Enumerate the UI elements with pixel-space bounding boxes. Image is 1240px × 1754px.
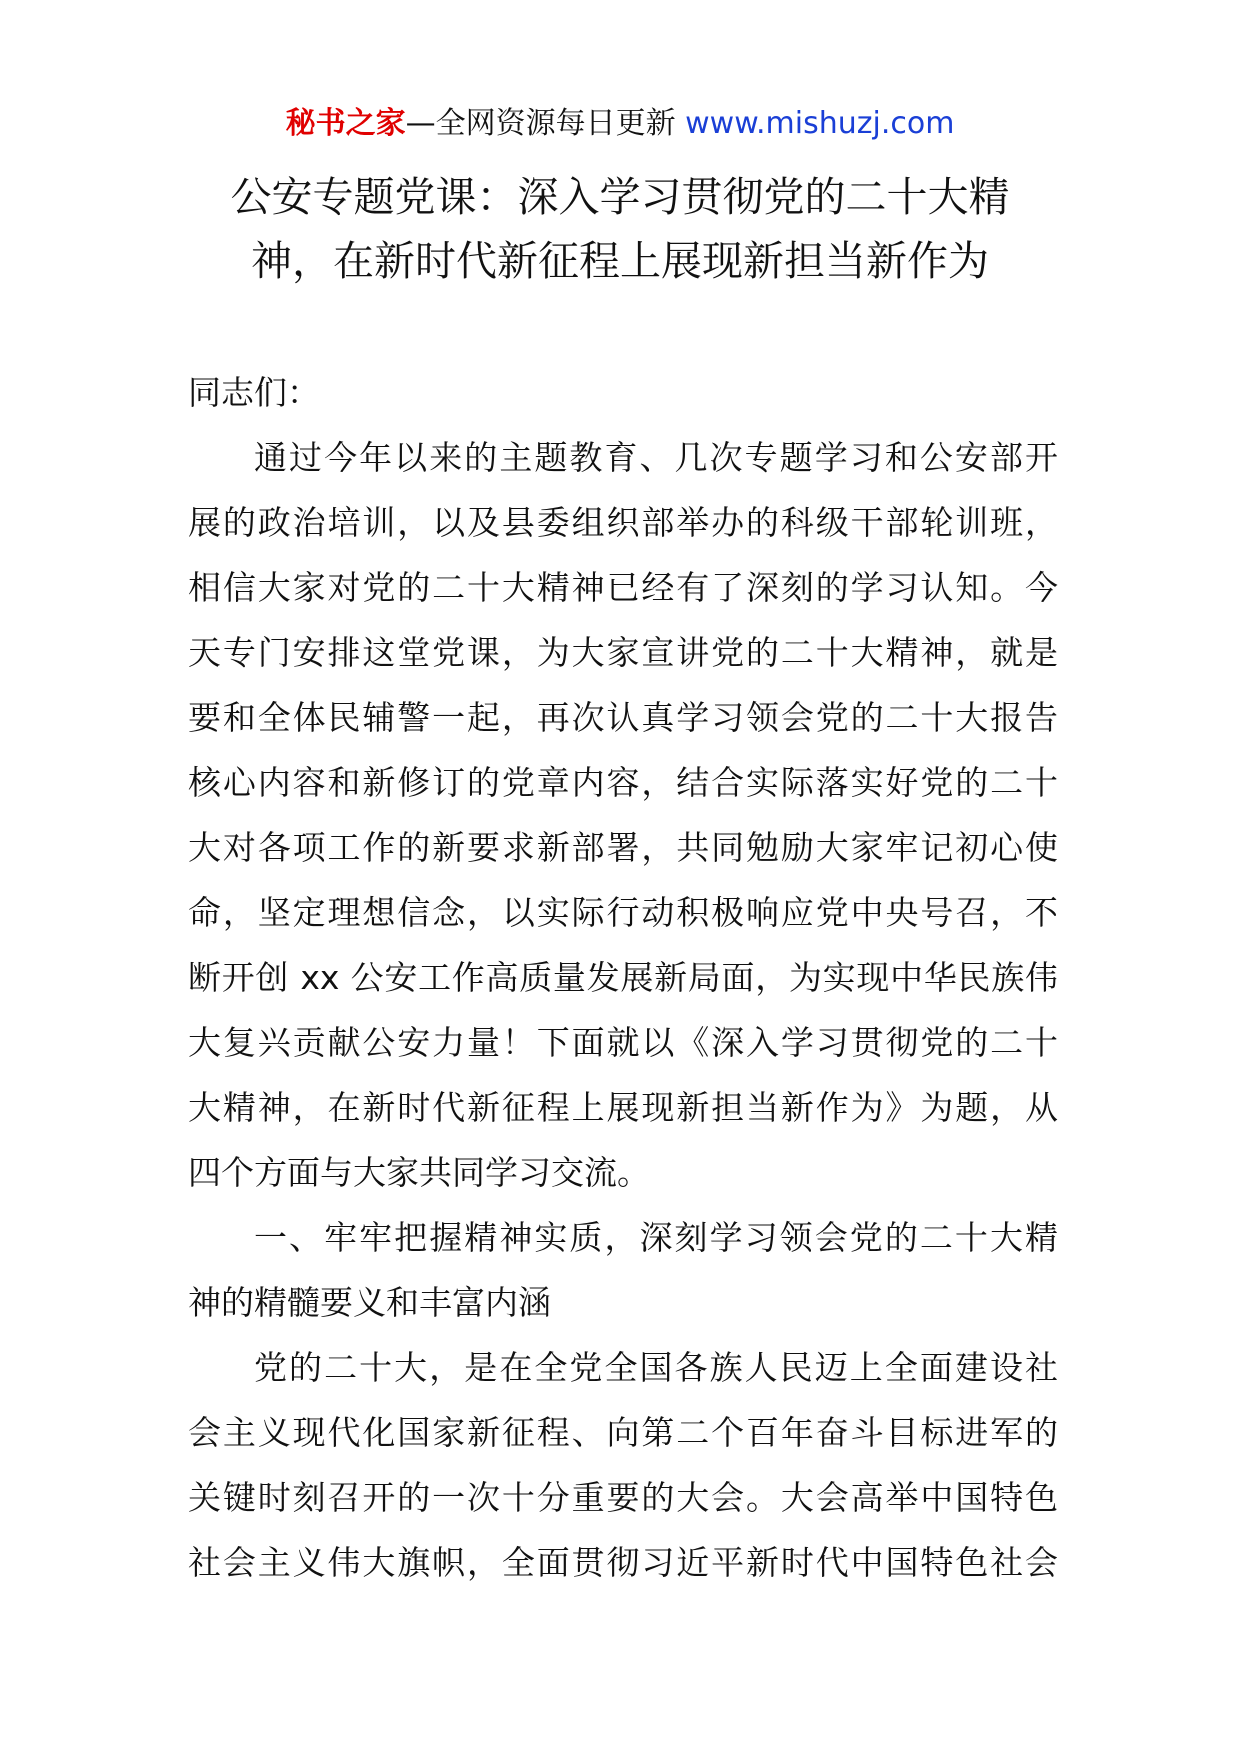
text-line: 大复兴贡献公安力量！下面就以《深入学习贯彻党的二十: [188, 1023, 1058, 1062]
site-header: [0, 104, 1240, 144]
text-line: 会主义现代化国家新征程、向第二个百年奋斗目标进军的: [188, 1413, 1058, 1452]
text-line: 党的二十大，是在全党全国各族人民迈上全面建设社: [254, 1348, 1058, 1387]
document-body: [188, 360, 1058, 1595]
title-line: 神，在新时代新征程上展现新担当新作为: [251, 237, 989, 285]
site-brand: 秘书之家: [285, 106, 406, 141]
section-heading-1: [188, 1205, 1058, 1335]
text-line: 命，坚定理想信念，以实际行动积极响应党中央号召，不: [188, 893, 1058, 932]
heading-line: 神的精髓要义和丰富内涵: [188, 1283, 551, 1322]
text-line: 核心内容和新修订的党章内容，结合实际落实好党的二十: [188, 763, 1058, 802]
text-line: 关键时刻召开的一次十分重要的大会。大会高举中国特色: [188, 1478, 1058, 1517]
text-line: 通过今年以来的主题教育、几次专题学习和公安部开: [254, 438, 1058, 477]
text-line: 展的政治培训，以及县委组织部举办的科级干部轮训班，: [188, 503, 1058, 542]
paragraph-1: [188, 425, 1058, 1205]
text-line: 大对各项工作的新要求新部署，共同勉励大家牢记初心使: [188, 828, 1058, 867]
text-line: 断开创 xx 公安工作高质量发展新局面，为实现中华民族伟: [188, 958, 1058, 997]
text-line: 四个方面与大家共同学习交流。: [188, 1153, 650, 1192]
text-line: 天专门安排这堂党课，为大家宣讲党的二十大精神，就是: [188, 633, 1058, 672]
title-line: 公安专题党课：深入学习贯彻党的二十大精: [230, 173, 1010, 221]
paragraph-2: [188, 1335, 1058, 1595]
text-line: 要和全体民辅警一起，再次认真学习领会党的二十大报告: [188, 698, 1058, 737]
document-title: [150, 165, 1090, 293]
salutation: 同志们：: [188, 373, 320, 412]
site-tagline: —全网资源每日更新: [405, 106, 676, 141]
site-url[interactable]: www.mishuzj.com: [685, 106, 955, 141]
heading-line: 一、牢牢把握精神实质，深刻学习领会党的二十大精: [254, 1218, 1058, 1257]
text-line: 相信大家对党的二十大精神已经有了深刻的学习认知。今: [188, 568, 1058, 607]
text-line: 大精神，在新时代新征程上展现新担当新作为》为题，从: [188, 1088, 1058, 1127]
text-line: 社会主义伟大旗帜，全面贯彻习近平新时代中国特色社会: [188, 1543, 1058, 1582]
